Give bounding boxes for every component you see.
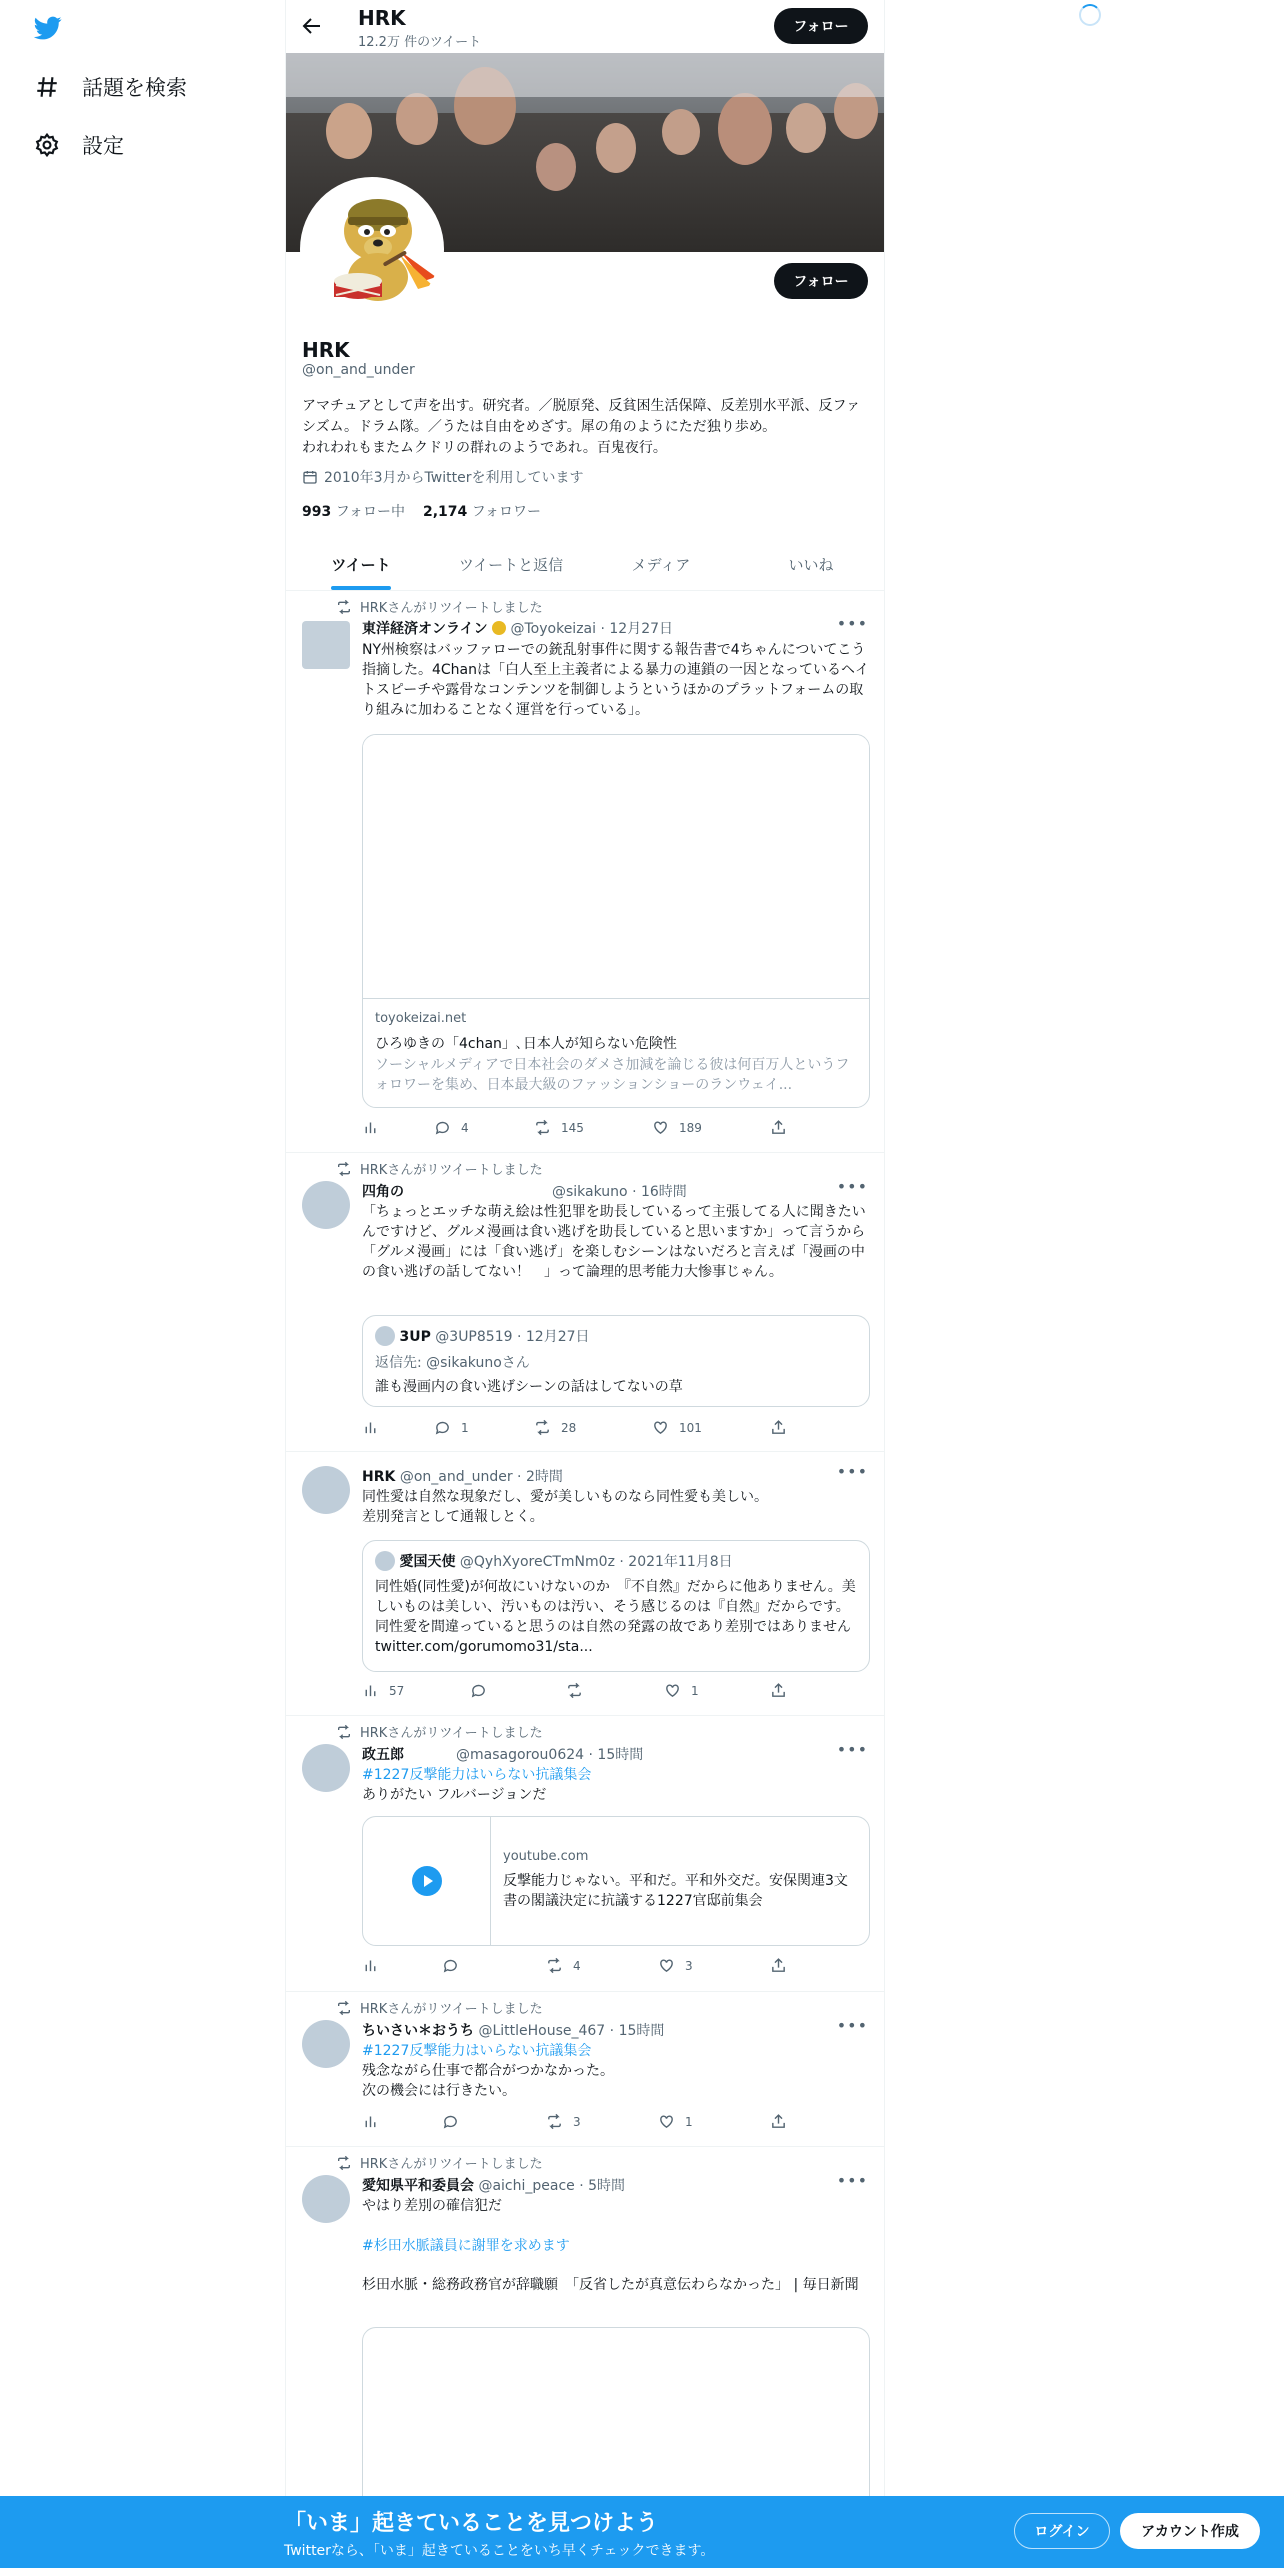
tweet-text: 残念ながら仕事で都合がつかなかった。 次の機会には行きたい。	[362, 2063, 614, 2099]
signup-banner-title: 「いま」起きていることを見つけよう	[284, 2511, 659, 2536]
tweet-avatar[interactable]	[302, 1181, 350, 1229]
like-action[interactable]	[658, 2113, 693, 2130]
banner-face	[662, 109, 700, 155]
dog-drummer-avatar-icon	[304, 181, 440, 317]
tab-tweets[interactable]: ツイート	[286, 538, 436, 590]
tweet[interactable]	[286, 591, 885, 1153]
reply-action[interactable]	[434, 1419, 469, 1436]
link-card-domain: toyokeizai.net	[375, 1011, 467, 1026]
quoted-author-name: 3UP	[399, 1329, 431, 1345]
analytics-icon	[362, 1682, 379, 1699]
retweet-icon	[534, 1419, 551, 1436]
tweet-avatar[interactable]	[302, 2175, 350, 2223]
tweet-time[interactable]: 5時間	[588, 2178, 626, 2194]
like-count: 3	[685, 1958, 693, 1973]
profile-follow-stats	[302, 501, 541, 521]
retweet-label: HRKさんがリツイートしました	[360, 2002, 543, 2017]
tab-likes[interactable]: いいね	[788, 555, 834, 574]
quoted-text: 誰も漫画内の食い逃げシーンの話はしてないの草	[375, 1379, 683, 1395]
heart-icon	[652, 1419, 669, 1436]
views-action[interactable]	[362, 1419, 379, 1436]
quoted-tweet[interactable]	[362, 1540, 870, 1672]
retweet-icon	[546, 1957, 563, 1974]
retweet-label: HRKさんがリツイートしました	[360, 1726, 543, 1741]
nav-settings[interactable]	[34, 130, 124, 160]
retweet-action[interactable]	[534, 1119, 584, 1136]
quoted-tweet[interactable]	[362, 1315, 870, 1407]
more-options-icon[interactable]: •••	[836, 614, 868, 633]
tweet-header: ちいさい＊おうち @LittleHouse_467 · 15時間	[362, 2023, 665, 2039]
profile-handle: @on_and_under	[302, 362, 415, 378]
link-card-title: ひろゆきの「4chan」､日本人が知らない危険性	[375, 1036, 677, 1052]
retweet-action[interactable]	[546, 1957, 581, 1974]
tweet-author-name[interactable]: 東洋経済オンライン	[362, 621, 488, 637]
banner-face	[596, 123, 636, 173]
tweet-author-name[interactable]: 四角の	[362, 1184, 404, 1200]
tweet-author-name[interactable]: HRK	[362, 1469, 396, 1485]
back-arrow-icon[interactable]	[300, 14, 324, 38]
retweet-label: HRKさんがリツイートしました	[360, 601, 543, 616]
like-count: 1	[685, 2114, 693, 2129]
profile-tabs	[286, 538, 885, 591]
retweet-action[interactable]	[534, 1419, 576, 1436]
tweet-text: やはり差別の確信犯だ	[362, 2198, 502, 2214]
tweet-time[interactable]: 2時間	[525, 1469, 563, 1485]
video-card-title: 反撃能力じゃない。平和だ。平和外交だ。安保関連3文書の閣議決定に抗議する1227官邸前集会	[503, 1873, 848, 1909]
tweet-author-name[interactable]: 愛知県平和委員会	[362, 2178, 474, 2194]
retweet-icon	[336, 2000, 352, 2016]
retweet-indicator	[336, 1998, 543, 2017]
share-icon	[770, 1957, 787, 1974]
quoted-text: 同性婚(同性愛)が何故にいけないのか 『不自然』だからに他ありません。美しいものは美しい、汚いものは汚い、そう感じるのは『自然』だからです。同性愛を間違っていると思うのは自然の発露の故であり差別ではありません twitter.com/gorumomo31/sta...	[375, 1579, 870, 1655]
reply-action[interactable]	[434, 1119, 469, 1136]
like-count: 1	[691, 1683, 699, 1698]
retweet-icon	[546, 2113, 563, 2130]
like-action[interactable]	[664, 1682, 699, 1699]
tweet-actions	[362, 1682, 782, 1702]
retweet-count: 145	[561, 1120, 584, 1135]
following-count: 993	[302, 504, 332, 520]
tweet-avatar[interactable]	[302, 621, 350, 669]
video-card[interactable]	[362, 1816, 870, 1946]
retweet-label: HRKさんがリツイートしました	[360, 2157, 543, 2172]
tweet-text: ありがたい フルバージョンだ	[362, 1787, 547, 1803]
heart-icon	[664, 1682, 681, 1699]
quoted-author-handle: @QyhXyoreCTmNm0z	[459, 1554, 615, 1570]
share-action[interactable]	[770, 1119, 787, 1136]
tweet-time[interactable]: 12月27日	[609, 621, 674, 637]
signup-banner-subtitle: Twitterなら、「いま」起きていることをいち早くチェックできます。	[284, 2543, 715, 2559]
share-action[interactable]	[770, 1957, 787, 1974]
analytics-icon	[362, 1419, 379, 1436]
views-count: 57	[389, 1683, 405, 1698]
profile-avatar[interactable]	[300, 177, 444, 321]
more-options-icon[interactable]: •••	[836, 1462, 868, 1481]
retweet-icon	[566, 1682, 583, 1699]
share-action[interactable]	[770, 1419, 787, 1436]
banner-face	[718, 93, 772, 165]
share-icon	[770, 1119, 787, 1136]
retweet-count: 4	[573, 1958, 581, 1973]
link-card-image	[363, 735, 869, 999]
tweet[interactable]	[286, 1992, 885, 2147]
tweet[interactable]	[286, 1452, 885, 1716]
twitter-logo-icon[interactable]	[32, 14, 64, 42]
retweet-action[interactable]	[566, 1682, 583, 1699]
tweet-actions	[362, 1119, 782, 1139]
verified-badge-icon	[492, 621, 506, 635]
play-icon	[411, 1865, 443, 1897]
signup-button[interactable]: アカウント作成	[1120, 2513, 1260, 2549]
reply-count: 1	[461, 1420, 469, 1435]
retweet-count: 3	[573, 2114, 581, 2129]
quoted-time: 2021年11月8日	[628, 1554, 733, 1570]
quoted-author-handle: @3UP8519	[435, 1329, 513, 1345]
header-tweet-count: 12.2万 件のツイート	[358, 35, 482, 50]
tweet-header: 政五郎 @masagorou0624 · 15時間	[362, 1747, 644, 1763]
reply-icon	[434, 1419, 451, 1436]
tweet-author-name[interactable]: 政五郎	[362, 1747, 404, 1763]
tweet-header: HRK @on_and_under · 2時間	[362, 1469, 563, 1485]
quoted-avatar	[375, 1326, 395, 1346]
banner-sky	[286, 53, 885, 97]
gear-icon	[34, 132, 60, 158]
link-card-description: ソーシャルメディアで日本社会のダメさ加減を論じる彼は何百万人というフォロワーを集め、日本最大級のファッションショーのランウェイ...	[375, 1057, 850, 1093]
banner-face	[536, 143, 576, 191]
retweet-icon	[336, 1161, 352, 1177]
retweet-icon	[336, 1724, 352, 1740]
profile-name: HRK	[302, 338, 350, 362]
tweet-avatar[interactable]	[302, 1466, 350, 1514]
retweet-indicator	[336, 1722, 543, 1741]
banner-face	[326, 103, 372, 159]
retweet-icon	[336, 599, 352, 615]
tweet-avatar[interactable]	[302, 1744, 350, 1792]
quoted-tweet-header: 愛国天使 @QyhXyoreCTmNm0z · 2021年11月8日	[375, 1551, 733, 1571]
tweet-time[interactable]: 16時間	[640, 1184, 687, 1200]
reply-count: 4	[461, 1120, 469, 1135]
tweet-author-handle[interactable]: @aichi_peace	[478, 2178, 575, 2194]
tweet-author-handle[interactable]: @sikakuno	[552, 1184, 628, 1200]
reply-icon	[442, 2113, 459, 2130]
tweet-hashtag[interactable]: #1227反撃能力はいらない抗議集会	[362, 2043, 592, 2059]
views-action[interactable]	[362, 2113, 379, 2130]
share-icon	[770, 2113, 787, 2130]
like-action[interactable]	[652, 1119, 702, 1136]
more-options-icon[interactable]: •••	[836, 2171, 868, 2190]
tweet-actions	[362, 1419, 782, 1439]
reply-action[interactable]	[442, 1957, 459, 1974]
tweet-text-2: 杉田水脈・総務政務官が辞職願 「反省したが真意伝わらなかった」 | 毎日新聞	[362, 2277, 859, 2293]
main-column	[285, 0, 885, 2568]
tweet-text: 「ちょっとエッチな萌え絵は性犯罪を助長しているって主張してる人に聞きたいんですけど、グルメ漫画は食い逃げを助長していると思いますか」って言うから「グルメ漫画」には「食い逃げ」を楽しむシーンはないだろと言えば「漫画の中の食い逃げの話してない！ 」って論理的思考能力大惨事じゃん。	[362, 1204, 866, 1280]
tweet-author-name[interactable]: ちいさい＊おうち	[362, 2023, 474, 2039]
banner-face	[786, 103, 826, 153]
tab-tweets-and-replies[interactable]: ツイートと返信	[458, 555, 564, 574]
more-options-icon[interactable]: •••	[836, 2016, 868, 2035]
heart-icon	[652, 1119, 669, 1136]
calendar-icon	[302, 469, 318, 485]
share-icon	[770, 1419, 787, 1436]
retweet-label: HRKさんがリツイートしました	[360, 1163, 543, 1178]
tweet-actions	[362, 2113, 782, 2133]
loading-spinner-icon	[1079, 4, 1101, 26]
share-icon	[770, 1682, 787, 1699]
reply-action[interactable]	[442, 2113, 459, 2130]
profile-joined-text: 2010年3月からTwitterを利用しています	[324, 470, 584, 486]
retweet-count: 28	[561, 1420, 577, 1435]
retweet-action[interactable]	[546, 2113, 581, 2130]
profile-header-bar	[286, 0, 885, 53]
tweet-hashtag[interactable]: #1227反撃能力はいらない抗議集会	[362, 1767, 592, 1783]
tweet-header: 四角の @sikakuno · 16時間	[362, 1184, 687, 1200]
views-action[interactable]	[362, 1119, 379, 1136]
heart-icon	[658, 1957, 675, 1974]
tweet-author-handle[interactable]: @LittleHouse_467	[478, 2023, 606, 2039]
retweet-indicator	[336, 597, 543, 616]
followers-label: フォロワー	[471, 504, 542, 520]
signup-banner	[0, 2496, 1284, 2568]
tweet[interactable]	[286, 1153, 885, 1452]
reply-action[interactable]	[470, 1682, 487, 1699]
retweet-icon	[336, 2155, 352, 2171]
analytics-icon	[362, 1957, 379, 1974]
tweet-avatar[interactable]	[302, 2020, 350, 2068]
tweet-time[interactable]: 15時間	[618, 2023, 665, 2039]
views-action[interactable]	[362, 1682, 404, 1699]
like-count: 189	[679, 1120, 702, 1135]
profile-follow-button[interactable]: フォロー	[774, 263, 868, 299]
tweet-header: 東洋経済オンライン @Toyokeizai · 12月27日	[362, 621, 674, 637]
tweet-author-handle[interactable]: @masagorou0624	[456, 1747, 585, 1763]
profile-bio: アマチュアとして声を出す。研究者。／脱原発、反貧困生活保障、反差別水平派、反ファシズム。ドラム隊。／うたは自由をめざす。犀の角のようにただ独り歩め。 われわれもまたムクドリの群れのようであれ。百鬼夜行。	[302, 398, 861, 456]
views-action[interactable]	[362, 1957, 379, 1974]
retweet-indicator	[336, 1159, 543, 1178]
heart-icon	[658, 2113, 675, 2130]
more-options-icon[interactable]: •••	[836, 1740, 868, 1759]
link-card[interactable]	[362, 734, 870, 1108]
share-action[interactable]	[770, 2113, 787, 2130]
following-link[interactable]	[302, 501, 405, 521]
tweet-text: NY州検察はバッファローでの銃乱射事件に関する報告書で4ちゃんについてこう指摘した。4Chanは「白人至上主義者による暴力の連鎖の一因となっているヘイトスピーチや露骨なコンテンツを制御しようというほかのプラットフォームの取り組みに加わることなく運営を行っている」。	[362, 642, 870, 718]
banner-face	[396, 93, 438, 145]
nav-settings-label: 設定	[82, 134, 124, 158]
quoted-tweet-header: 3UP @3UP8519 · 12月27日	[375, 1326, 590, 1346]
quoted-reply-to: 返信先: @sikakunoさん	[375, 1355, 530, 1371]
more-options-icon[interactable]: •••	[836, 1177, 868, 1196]
followers-link[interactable]	[423, 501, 541, 521]
tweet-author-handle[interactable]: @on_and_under	[399, 1469, 513, 1485]
nav-explore[interactable]	[34, 72, 187, 102]
login-button[interactable]: ログイン	[1014, 2513, 1110, 2549]
share-action[interactable]	[770, 1682, 787, 1699]
tweet-hashtag[interactable]: #杉田水脈議員に謝罪を求めます	[362, 2238, 570, 2254]
header-follow-button[interactable]: フォロー	[774, 8, 868, 44]
retweet-indicator	[336, 2153, 543, 2172]
followers-count: 2,174	[423, 504, 468, 520]
hashtag-icon	[34, 74, 60, 100]
tweet-actions	[362, 1957, 782, 1977]
reply-icon	[434, 1119, 451, 1136]
quoted-time: 12月27日	[525, 1329, 590, 1345]
header-name: HRK	[358, 6, 406, 30]
like-action[interactable]	[652, 1419, 702, 1436]
tweet-time[interactable]: 15時間	[597, 1747, 644, 1763]
retweet-icon	[534, 1119, 551, 1136]
video-thumbnail[interactable]	[363, 1817, 491, 1945]
tweet-text: 同性愛は自然な現象だし、愛が美しいものなら同性愛も美しい。 差別発言として通報しとく。	[362, 1489, 768, 1525]
analytics-icon	[362, 1119, 379, 1136]
analytics-icon	[362, 2113, 379, 2130]
nav-explore-label: 話題を検索	[82, 76, 187, 100]
tab-media[interactable]: メディア	[631, 555, 691, 574]
tweet[interactable]	[286, 1716, 885, 1992]
reply-icon	[470, 1682, 487, 1699]
video-card-domain: youtube.com	[503, 1849, 589, 1864]
reply-icon	[442, 1957, 459, 1974]
quoted-avatar	[375, 1551, 395, 1571]
quoted-author-name: 愛国天使	[399, 1554, 456, 1570]
profile-joined	[302, 467, 583, 487]
like-count: 101	[679, 1420, 702, 1435]
tweet-header: 愛知県平和委員会 @aichi_peace · 5時間	[362, 2178, 626, 2194]
following-label: フォロー中	[335, 504, 405, 520]
like-action[interactable]	[658, 1957, 693, 1974]
tweet-author-handle[interactable]: @Toyokeizai	[510, 621, 597, 637]
